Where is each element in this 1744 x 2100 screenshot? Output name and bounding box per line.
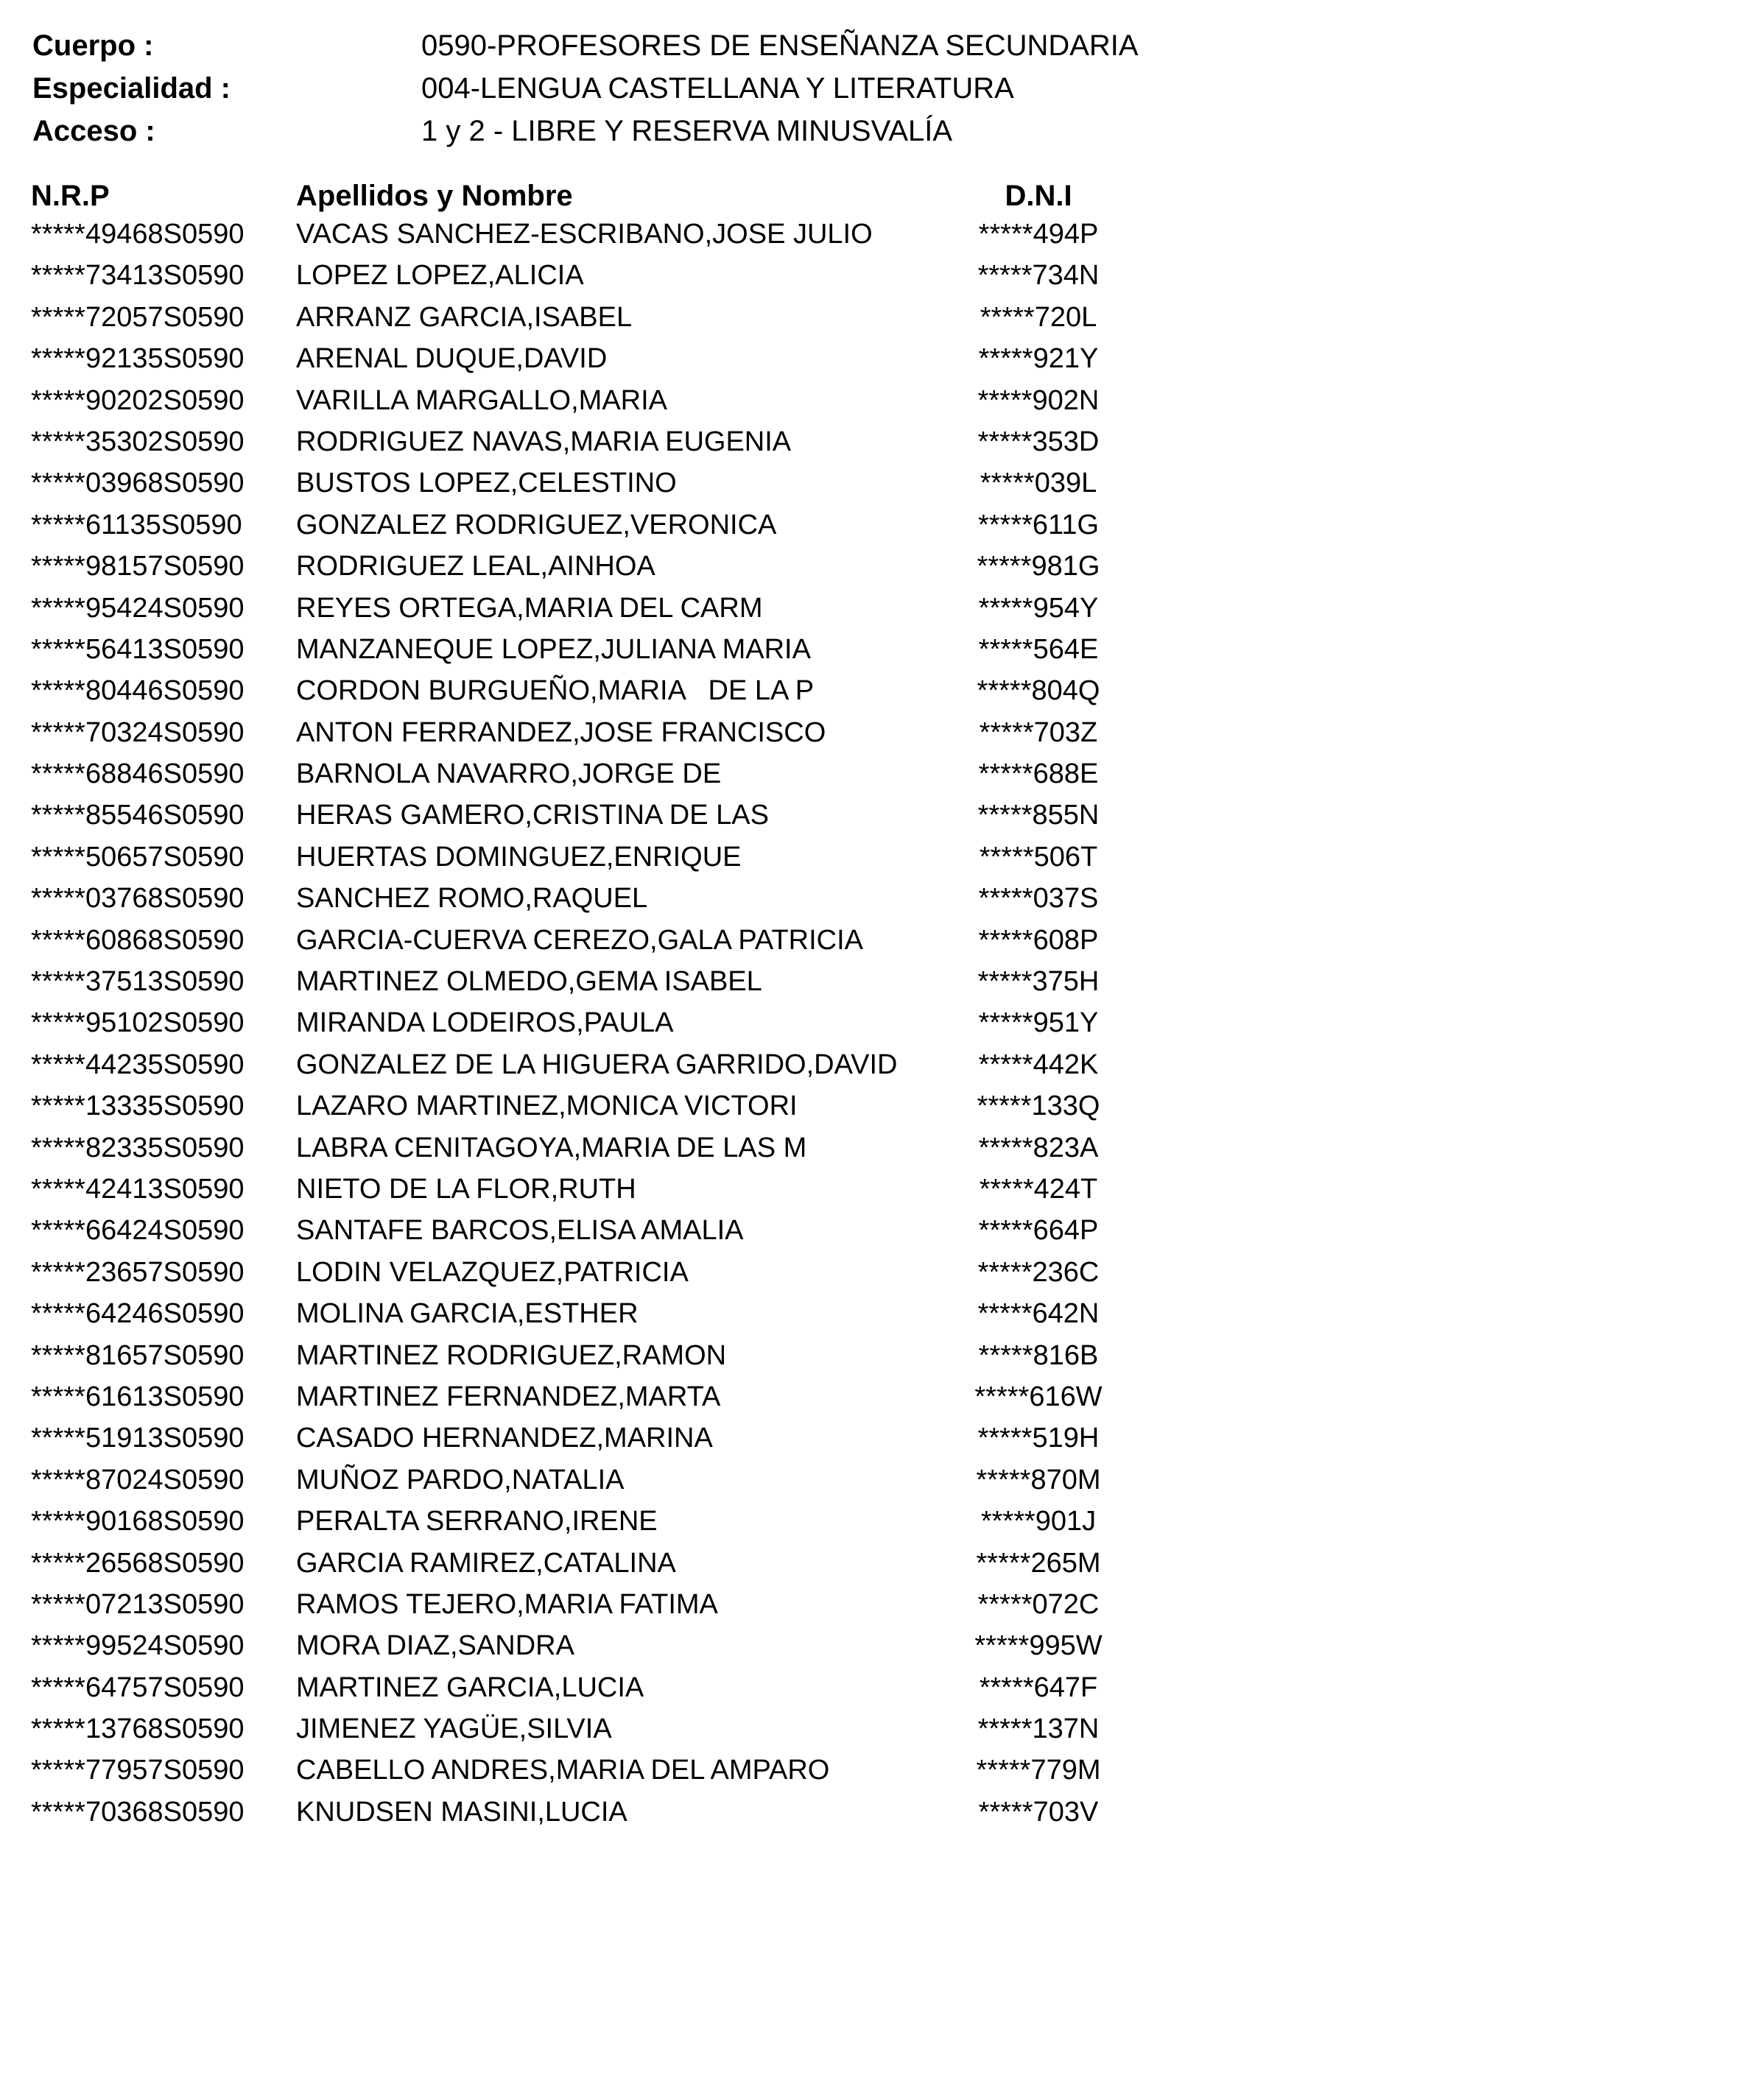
dni-cell: *****688E: [978, 758, 1099, 790]
name-cell: BUSTOS LOPEZ,CELESTINO: [296, 468, 677, 499]
nrp-cell: *****81657S0590: [31, 1339, 245, 1371]
table-row: [0, 1750, 1744, 1791]
dni-cell: *****804Q: [977, 675, 1100, 707]
table-row: [0, 546, 1744, 587]
table-row: [0, 878, 1744, 919]
table-row: [0, 1085, 1744, 1127]
nrp-cell: *****35302S0590: [31, 426, 245, 457]
name-cell: GONZALEZ DE LA HIGUERA GARRIDO,DAVID: [296, 1049, 898, 1080]
name-cell: CORDON BURGUEÑO,MARIA DE LA P: [296, 675, 815, 707]
dni-cell: *****823A: [978, 1132, 1099, 1163]
dni-cell: *****519H: [977, 1423, 1100, 1454]
table-row: [0, 380, 1744, 421]
especialidad-label: Especialidad :: [32, 72, 231, 105]
nrp-cell: *****26568S0590: [31, 1547, 245, 1579]
nrp-cell: *****23657S0590: [31, 1256, 245, 1288]
acceso-row: [0, 110, 1744, 152]
nrp-cell: *****49468S0590: [31, 219, 245, 250]
table-row: [0, 338, 1744, 379]
table-row: [0, 1791, 1744, 1833]
name-cell: LOPEZ LOPEZ,ALICIA: [296, 260, 584, 292]
nrp-cell: *****77957S0590: [31, 1755, 245, 1786]
nrp-cell: *****66424S0590: [31, 1215, 245, 1247]
nrp-cell: *****56413S0590: [31, 633, 245, 665]
nrp-cell: *****03768S0590: [31, 883, 245, 915]
name-cell: MARTINEZ FERNANDEZ,MARTA: [296, 1381, 721, 1412]
name-cell: ARRANZ GARCIA,ISABEL: [296, 301, 633, 333]
table-row: [0, 1543, 1744, 1584]
dni-cell: *****642N: [977, 1298, 1100, 1330]
table-row: [0, 462, 1744, 504]
especialidad-row: [0, 68, 1744, 109]
nrp-cell: *****72057S0590: [31, 301, 245, 333]
dni-cell: *****921Y: [978, 343, 1099, 375]
dni-cell: *****703V: [978, 1796, 1099, 1828]
name-cell: MARTINEZ RODRIGUEZ,RAMON: [296, 1339, 727, 1371]
column-header-dni: D.N.I: [1005, 180, 1072, 212]
table-row: [0, 670, 1744, 711]
column-header-nrp: N.R.P: [31, 180, 110, 212]
nrp-cell: *****64246S0590: [31, 1298, 245, 1330]
dni-cell: *****647F: [979, 1671, 1098, 1703]
especialidad-value: 004-LENGUA CASTELLANA Y LITERATURA: [421, 72, 1014, 105]
dni-cell: *****608P: [978, 924, 1099, 956]
nrp-cell: *****80446S0590: [31, 675, 245, 707]
nrp-cell: *****85546S0590: [31, 800, 245, 831]
table-row: [0, 1293, 1744, 1334]
name-cell: SANTAFE BARCOS,ELISA AMALIA: [296, 1215, 744, 1247]
table-row: [0, 1335, 1744, 1376]
dni-cell: *****072C: [977, 1588, 1100, 1620]
nrp-cell: *****73413S0590: [31, 260, 245, 292]
name-cell: BARNOLA NAVARRO,JORGE DE: [296, 758, 722, 790]
acceso-label: Acceso :: [32, 115, 155, 147]
name-cell: CABELLO ANDRES,MARIA DEL AMPARO: [296, 1755, 830, 1786]
dni-cell: *****870M: [976, 1464, 1101, 1495]
name-cell: KNUDSEN MASINI,LUCIA: [296, 1796, 627, 1828]
dni-cell: *****901J: [980, 1506, 1097, 1537]
dni-cell: *****902N: [977, 384, 1100, 416]
cuerpo-value: 0590-PROFESORES DE ENSEÑANZA SECUNDARIA: [421, 29, 1139, 62]
table-row: [0, 1127, 1744, 1169]
name-cell: LODIN VELAZQUEZ,PATRICIA: [296, 1256, 689, 1288]
nrp-cell: *****13768S0590: [31, 1713, 245, 1745]
table-row: [0, 214, 1744, 255]
dni-cell: *****611G: [977, 509, 1100, 540]
table-row: [0, 1584, 1744, 1625]
nrp-cell: *****95424S0590: [31, 592, 245, 624]
nrp-cell: *****70324S0590: [31, 716, 245, 748]
nrp-cell: *****07213S0590: [31, 1588, 245, 1620]
nrp-cell: *****99524S0590: [31, 1630, 245, 1662]
dni-cell: *****703Z: [979, 716, 1098, 748]
nrp-cell: *****90202S0590: [31, 384, 245, 416]
name-cell: LAZARO MARTINEZ,MONICA VICTORI: [296, 1090, 798, 1122]
nrp-cell: *****03968S0590: [31, 468, 245, 499]
name-cell: SANCHEZ ROMO,RAQUEL: [296, 883, 648, 915]
table-row: [0, 297, 1744, 338]
dni-cell: *****995W: [974, 1630, 1103, 1662]
nrp-cell: *****42413S0590: [31, 1173, 245, 1205]
name-cell: MIRANDA LODEIROS,PAULA: [296, 1007, 674, 1039]
table-row: [0, 961, 1744, 1002]
nrp-cell: *****13335S0590: [31, 1090, 245, 1122]
dni-cell: *****137N: [977, 1713, 1100, 1745]
nrp-cell: *****50657S0590: [31, 841, 245, 873]
cuerpo-row: [0, 25, 1744, 66]
name-cell: MARTINEZ GARCIA,LUCIA: [296, 1671, 644, 1703]
table-row: [0, 1002, 1744, 1043]
table-row: [0, 794, 1744, 836]
table-row: [0, 1501, 1744, 1542]
name-cell: JIMENEZ YAGÜE,SILVIA: [296, 1713, 612, 1745]
nrp-cell: *****82335S0590: [31, 1132, 245, 1163]
table-row: [0, 1210, 1744, 1251]
name-cell: VARILLA MARGALLO,MARIA: [296, 384, 668, 416]
table-row: [0, 1376, 1744, 1417]
acceso-value: 1 y 2 - LIBRE Y RESERVA MINUSVALÍA: [421, 115, 953, 147]
name-cell: PERALTA SERRANO,IRENE: [296, 1506, 658, 1537]
name-cell: REYES ORTEGA,MARIA DEL CARM: [296, 592, 763, 624]
table-row: [0, 588, 1744, 629]
dni-cell: *****616W: [974, 1381, 1103, 1412]
name-cell: MARTINEZ OLMEDO,GEMA ISABEL: [296, 966, 762, 998]
dni-cell: *****353D: [977, 426, 1100, 457]
table-row: [0, 629, 1744, 670]
nrp-cell: *****92135S0590: [31, 343, 245, 375]
table-row: [0, 255, 1744, 296]
name-cell: MOLINA GARCIA,ESTHER: [296, 1298, 639, 1330]
table-row: [0, 504, 1744, 546]
dni-cell: *****779M: [976, 1755, 1101, 1786]
nrp-cell: *****37513S0590: [31, 966, 245, 998]
name-cell: GARCIA-CUERVA CEREZO,GALA PATRICIA: [296, 924, 864, 956]
name-cell: LABRA CENITAGOYA,MARIA DE LAS M: [296, 1132, 807, 1163]
table-row: [0, 421, 1744, 462]
name-cell: ANTON FERRANDEZ,JOSE FRANCISCO: [296, 716, 826, 748]
dni-cell: *****375H: [977, 966, 1100, 998]
table-row: [0, 920, 1744, 961]
dni-cell: *****855N: [977, 800, 1100, 831]
name-cell: VACAS SANCHEZ-ESCRIBANO,JOSE JULIO: [296, 219, 873, 250]
nrp-cell: *****44235S0590: [31, 1049, 245, 1080]
nrp-cell: *****64757S0590: [31, 1671, 245, 1703]
name-cell: MUÑOZ PARDO,NATALIA: [296, 1464, 625, 1495]
dni-cell: *****664P: [978, 1215, 1099, 1247]
dni-cell: *****954Y: [978, 592, 1099, 624]
nrp-cell: *****51913S0590: [31, 1423, 245, 1454]
dni-cell: *****039L: [980, 468, 1097, 499]
nrp-cell: *****60868S0590: [31, 924, 245, 956]
nrp-cell: *****61135S0590: [31, 509, 242, 540]
dni-cell: *****816B: [978, 1339, 1099, 1371]
name-cell: MANZANEQUE LOPEZ,JULIANA MARIA: [296, 633, 811, 665]
dni-cell: *****734N: [977, 260, 1100, 292]
table-row: [0, 712, 1744, 753]
name-cell: CASADO HERNANDEZ,MARINA: [296, 1423, 713, 1454]
dni-cell: *****424T: [979, 1173, 1098, 1205]
dni-cell: *****442K: [978, 1049, 1099, 1080]
dni-cell: *****037S: [978, 883, 1099, 915]
name-cell: RODRIGUEZ NAVAS,MARIA EUGENIA: [296, 426, 792, 457]
name-cell: RAMOS TEJERO,MARIA FATIMA: [296, 1588, 718, 1620]
table-row: [0, 836, 1744, 878]
column-header-name: Apellidos y Nombre: [296, 180, 573, 212]
dni-cell: *****720L: [980, 301, 1097, 333]
nrp-cell: *****70368S0590: [31, 1796, 245, 1828]
dni-cell: *****265M: [976, 1547, 1101, 1579]
dni-cell: *****506T: [979, 841, 1098, 873]
table-row: [0, 1708, 1744, 1750]
table-row: [0, 1044, 1744, 1085]
name-cell: RODRIGUEZ LEAL,AINHOA: [296, 551, 655, 582]
dni-cell: *****981G: [977, 551, 1100, 582]
dni-cell: *****951Y: [978, 1007, 1099, 1039]
name-cell: GONZALEZ RODRIGUEZ,VERONICA: [296, 509, 777, 540]
table-row: [0, 1667, 1744, 1708]
table-row: [0, 753, 1744, 794]
nrp-cell: *****98157S0590: [31, 551, 245, 582]
table-row: [0, 1625, 1744, 1666]
table-row: [0, 1252, 1744, 1293]
table-body: [0, 214, 1744, 1833]
dni-cell: *****133Q: [977, 1090, 1100, 1122]
table-row: [0, 1459, 1744, 1501]
table-row: [0, 1169, 1744, 1210]
name-cell: HERAS GAMERO,CRISTINA DE LAS: [296, 800, 769, 831]
nrp-cell: *****68846S0590: [31, 758, 245, 790]
nrp-cell: *****95102S0590: [31, 1007, 245, 1039]
cuerpo-label: Cuerpo :: [32, 29, 154, 62]
table-row: [0, 1417, 1744, 1459]
dni-cell: *****236C: [977, 1256, 1100, 1288]
dni-cell: *****564E: [978, 633, 1099, 665]
nrp-cell: *****90168S0590: [31, 1506, 245, 1537]
dni-cell: *****494P: [978, 219, 1099, 250]
name-cell: NIETO DE LA FLOR,RUTH: [296, 1173, 636, 1205]
name-cell: ARENAL DUQUE,DAVID: [296, 343, 608, 375]
name-cell: MORA DIAZ,SANDRA: [296, 1630, 574, 1662]
name-cell: HUERTAS DOMINGUEZ,ENRIQUE: [296, 841, 742, 873]
name-cell: GARCIA RAMIREZ,CATALINA: [296, 1547, 676, 1579]
nrp-cell: *****61613S0590: [31, 1381, 245, 1412]
nrp-cell: *****87024S0590: [31, 1464, 245, 1495]
